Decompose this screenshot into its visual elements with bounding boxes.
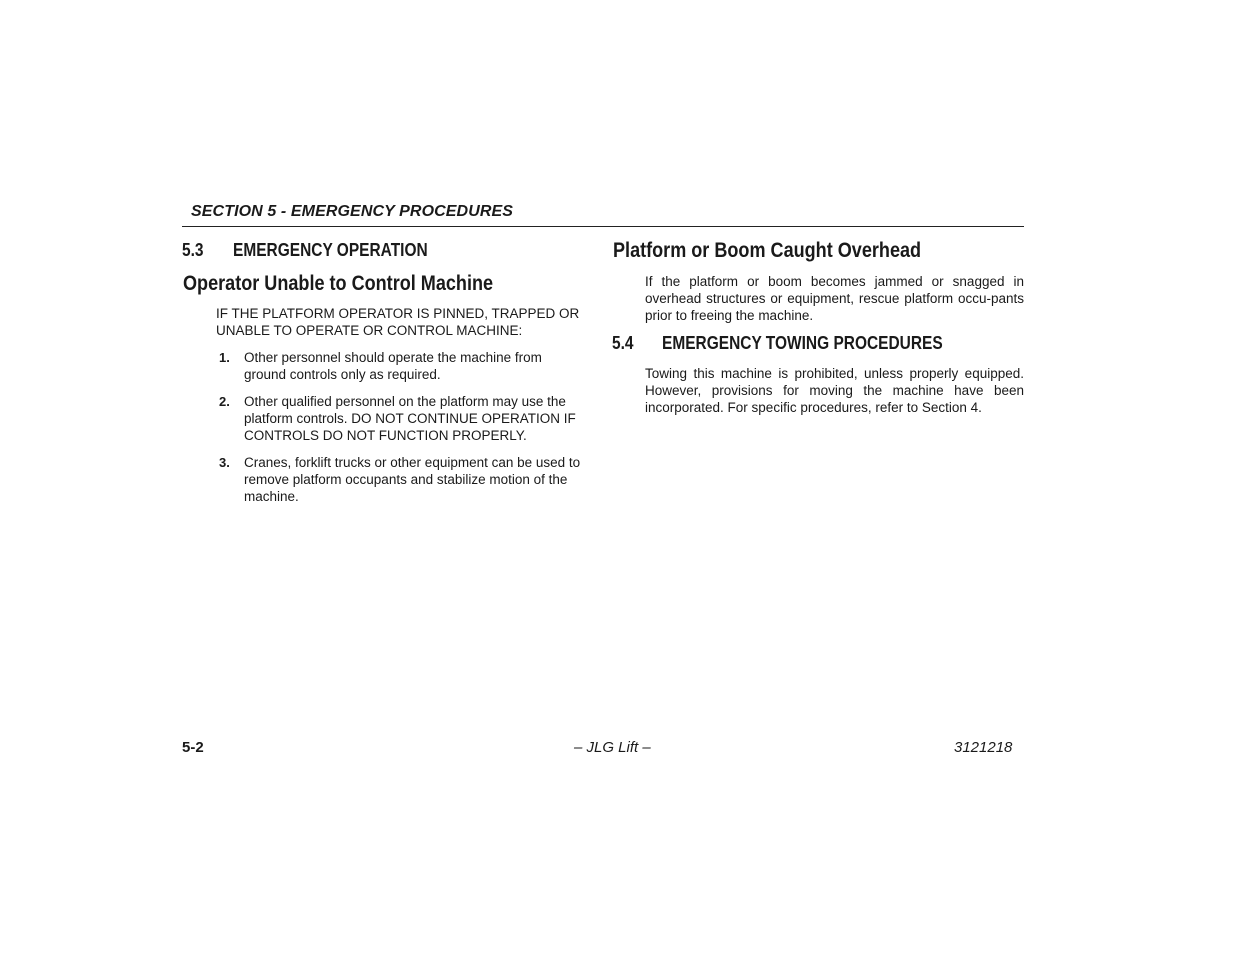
subheading-operator-unable: Operator Unable to Control Machine	[183, 272, 494, 295]
platform-caught-paragraph: If the platform or boom becomes jammed or snagged in overhead structures or equipment, rescue platform occu-pants prior to freeing the machine.	[645, 274, 1024, 323]
subheading-platform-caught: Platform or Boom Caught Overhead	[613, 239, 922, 262]
intro-paragraph: IF THE PLATFORM OPERATOR IS PINNED, TRAPPED OR UNABLE TO OPERATE OR CONTROL MACHINE:	[216, 306, 580, 338]
section-number: 5.3	[182, 240, 204, 260]
section-title: EMERGENCY TOWING PROCEDURES	[662, 333, 943, 353]
footer-center: – JLG Lift –	[574, 739, 651, 756]
page-number: 5-2	[182, 739, 204, 756]
list-item-text: Other qualified personnel on the platform may use the platform controls. DO NOT CONTINUE OPERATION IF CONTROLS DO NOT FUNCTION PROPERLY.	[244, 394, 576, 443]
list-item-number: 3.	[219, 455, 230, 470]
towing-paragraph: Towing this machine is prohibited, unless properly equipped. However, provisions for moving the machine have been incorporated. For specific procedures, refer to Section 4.	[645, 366, 1024, 415]
section-header: SECTION 5 - EMERGENCY PROCEDURES	[191, 203, 514, 220]
list-item-number: 1.	[219, 350, 230, 365]
section-number: 5.4	[612, 333, 634, 353]
section-title: EMERGENCY OPERATION	[233, 240, 428, 260]
list-item-number: 2.	[219, 394, 230, 409]
list-item-text: Other personnel should operate the machine from ground controls only as required.	[244, 350, 542, 382]
header-divider	[182, 226, 1024, 227]
document-number: 3121218	[954, 739, 1013, 756]
list-item-text: Cranes, forklift trucks or other equipment can be used to remove platform occupants and stabilize motion of the machine.	[244, 455, 581, 504]
